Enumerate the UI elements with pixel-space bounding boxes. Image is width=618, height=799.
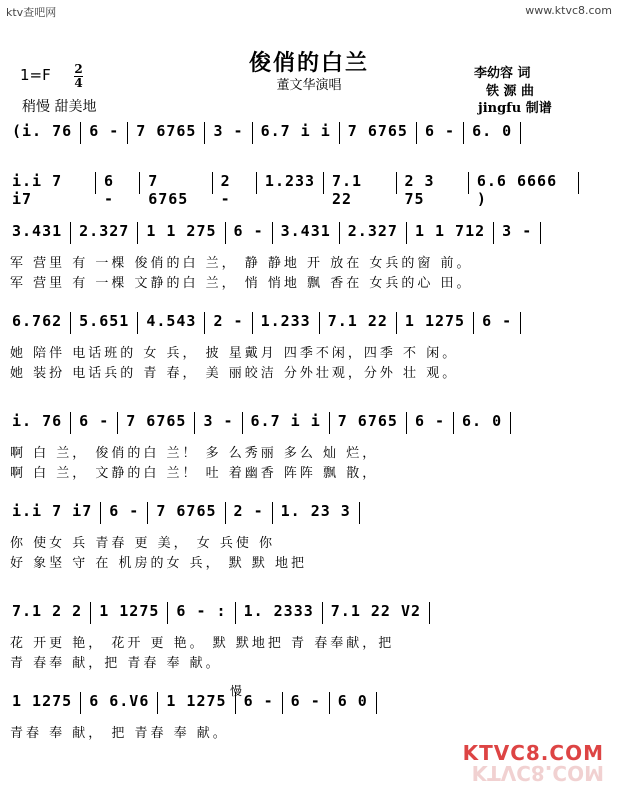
bar-line: [493, 222, 494, 244]
measure: [10, 412, 64, 430]
measure-notes: 7.1 22 V2: [330, 602, 422, 620]
measure: [266, 502, 353, 524]
measure: [10, 692, 74, 710]
measure: [64, 312, 131, 334]
notes-line: [10, 692, 585, 716]
measure-notes: 6 -: [79, 412, 110, 430]
measure: [151, 692, 228, 714]
measure-notes: 3.431: [280, 222, 331, 240]
measure-notes: 6 -: [89, 122, 120, 140]
measure-notes: 6. 0: [462, 412, 503, 430]
bar-line: [329, 692, 330, 714]
bar-line: [235, 602, 236, 624]
measure-notes: 1 1275: [166, 692, 227, 710]
bar-line: [473, 312, 474, 334]
bar-line: [70, 222, 71, 244]
bar-line: [117, 412, 118, 434]
measure-notes: 6 -: [103, 172, 115, 208]
measure: [236, 412, 323, 434]
measure-notes: 6.7 i i: [250, 412, 321, 430]
notes-line: [10, 222, 585, 246]
measure-notes: 7 6765: [337, 412, 398, 430]
measure-notes: 2 -: [213, 312, 244, 330]
measure-notes: 6 -: [109, 502, 140, 520]
composer-credit: 铁 源 曲: [486, 84, 535, 99]
measure: [246, 122, 333, 144]
bar-line: [137, 312, 138, 334]
measure: [316, 602, 423, 624]
lyricist-credit: 李幼容 词: [474, 66, 531, 81]
measure-notes: 1 1 712: [414, 222, 486, 240]
lyric-line: 青春 奉 献， 把 青春 奉 献。: [10, 726, 229, 741]
measure: [400, 222, 487, 244]
bar-line: [396, 172, 397, 194]
lyric-line: 你 使女 兵 青春 更 美， 女 兵使 你: [10, 536, 276, 551]
site-logo: KTVC8.COM: [462, 741, 604, 765]
measure-notes: 6 -: [482, 312, 513, 330]
bar-line: [147, 502, 148, 524]
measure: [487, 222, 534, 244]
measure: [462, 172, 572, 208]
measure: [198, 122, 245, 144]
bar-line: [137, 222, 138, 244]
bar-line: [329, 412, 330, 434]
measure-notes: 7.1 22: [332, 172, 363, 208]
measure-notes: 7.1 22: [327, 312, 388, 330]
slow-mark: 慢: [230, 684, 243, 698]
notes-line: [10, 312, 585, 336]
measure-notes: 6.6 6666 ): [476, 172, 558, 208]
lyric-line: 军 营里 有 一棵 俊俏的白 兰， 静 静地 开 放在 女兵的窗 前。: [10, 256, 473, 271]
measure: [250, 172, 317, 194]
measure-notes: 6.7 i i: [260, 122, 331, 140]
bar-line: [272, 502, 273, 524]
bar-line: [90, 602, 91, 624]
measure: [410, 122, 457, 144]
lyric-line: 好 象坚 守 在 机房的女 兵， 默 默 地把: [10, 556, 308, 571]
bar-line: [212, 172, 213, 194]
measure: [188, 412, 235, 434]
measure-notes: 6 -: [243, 692, 274, 710]
notes-line: [10, 122, 585, 146]
measure-notes: 3 -: [502, 222, 533, 240]
measure-notes: 1 1 275: [146, 222, 217, 240]
measure-notes: 2 3 75: [404, 172, 435, 208]
bar-line: [463, 122, 464, 144]
measure-notes: 1. 2333: [243, 602, 314, 620]
measure-notes: i.i 7 i7: [12, 172, 63, 208]
measure: [219, 502, 266, 524]
measure: [131, 312, 198, 334]
bar-line: [272, 222, 273, 244]
measure-notes: 6 -: [233, 222, 264, 240]
measure-notes: 6.762: [12, 312, 63, 330]
measure: [333, 222, 400, 244]
time-signature-top: 2: [74, 62, 83, 76]
bar-line: [359, 502, 360, 524]
bar-line: [339, 122, 340, 144]
score-row: [10, 222, 585, 291]
bar-line: [256, 172, 257, 194]
bar-line: [194, 412, 195, 434]
bar-line: [80, 122, 81, 144]
measure-notes: 7 6765: [156, 502, 217, 520]
measure: [266, 222, 333, 244]
bar-line: [225, 502, 226, 524]
measure-notes: 3.431: [12, 222, 63, 240]
measure-notes: 6 -: [414, 412, 446, 430]
bar-line: [510, 412, 511, 434]
measure: [390, 312, 467, 334]
score-row: [10, 412, 585, 481]
key-signature: 1=F: [20, 66, 51, 84]
measure: [111, 412, 188, 434]
measure: [457, 122, 514, 144]
measure: [10, 502, 94, 520]
measure-notes: 2 -: [220, 172, 231, 208]
bar-line: [453, 412, 454, 434]
measure: [219, 222, 266, 244]
site-url-right: www.ktvc8.com: [525, 4, 612, 17]
measure-notes: 2 -: [233, 502, 264, 520]
measure-notes: 5.651: [79, 312, 130, 330]
measure: [229, 602, 316, 624]
measure: [276, 692, 323, 714]
bar-line: [540, 222, 541, 244]
measure: [141, 502, 218, 524]
bar-line: [323, 172, 324, 194]
measure-notes: 1 1275: [12, 692, 73, 710]
bar-line: [376, 692, 377, 714]
bar-line: [167, 602, 168, 624]
measure-notes: 6 0: [337, 692, 368, 710]
lyric-line: 她 装扮 电话兵的 青 春， 美 丽皎洁 分外壮观，分外 壮 观。: [10, 366, 459, 381]
measure: [323, 412, 400, 434]
measure-notes: 1. 23 3: [280, 502, 351, 520]
measure: [10, 122, 74, 140]
measure: [10, 312, 64, 330]
measure: [333, 122, 410, 144]
lyric-line: 花 开更 艳， 花开 更 艳。 默 默地把 青 春奉献，把: [10, 636, 395, 651]
lyric-line: 青 春奉 献，把 青春 奉 献。: [10, 656, 222, 671]
song-title: 俊俏的白兰: [248, 50, 369, 76]
measure-notes: 1.233: [260, 312, 311, 330]
time-signature-bottom: 4: [74, 76, 83, 90]
bar-line: [252, 312, 253, 334]
measure: [10, 222, 64, 240]
score-row: [10, 502, 585, 571]
measure-notes: i. 76: [12, 412, 63, 430]
bar-line: [282, 692, 283, 714]
bar-line: [468, 172, 469, 194]
measure: [206, 172, 250, 208]
notes-line: [10, 412, 585, 436]
bar-line: [429, 602, 430, 624]
lyric-line: 啊 白 兰， 俊俏的白 兰！ 多 么秀丽 多么 灿 烂，: [10, 446, 379, 461]
bar-line: [100, 502, 101, 524]
maker-credit: jingfu 制谱: [478, 101, 552, 116]
measure: [161, 602, 228, 624]
notes-line: [10, 502, 585, 526]
measure: [447, 412, 504, 434]
bar-line: [204, 312, 205, 334]
measure-notes: 1 1275: [99, 602, 160, 620]
bar-line: [204, 122, 205, 144]
site-name-left: ktv查吧网: [6, 6, 57, 19]
measure: [84, 602, 161, 624]
measure: [246, 312, 313, 334]
bar-line: [396, 312, 397, 334]
measure: [10, 172, 89, 208]
measure: [467, 312, 514, 334]
bar-line: [406, 222, 407, 244]
measure: [94, 502, 141, 524]
measure-notes: 6 -: [290, 692, 321, 710]
notes-line: [10, 602, 585, 626]
score-row: [10, 602, 585, 671]
measure-notes: 7.1 2 2: [12, 602, 83, 620]
bar-line: [578, 172, 579, 194]
notes-line: [10, 172, 585, 208]
measure-notes: 2.327: [347, 222, 398, 240]
measure: [121, 122, 198, 144]
measure: [198, 312, 245, 334]
measure-notes: 7 6765: [126, 412, 187, 430]
measure-notes: 6 - :: [176, 602, 227, 620]
bar-line: [225, 222, 226, 244]
tempo-marking: 稍慢 甜美地: [22, 99, 97, 115]
measure: [317, 172, 389, 208]
time-signature: [74, 64, 83, 89]
measure-notes: i.i 7 i7: [12, 502, 93, 520]
site-logo-reflection: KTVC8.COM: [471, 761, 604, 785]
bar-line: [319, 312, 320, 334]
score-row: [10, 312, 585, 381]
measure: [10, 602, 84, 620]
measure: [64, 222, 131, 244]
measure-notes: 6 6.V6: [89, 692, 150, 710]
bar-line: [416, 122, 417, 144]
measure: [400, 412, 447, 434]
lyric-line: 军 营里 有 一棵 文静的白 兰， 悄 悄地 飘 香在 女兵的心 田。: [10, 276, 473, 291]
lyric-line: 她 陪伴 电话班的 女 兵， 披 星戴月 四季不闲，四季 不 闲。: [10, 346, 459, 361]
measure-notes: 3 -: [213, 122, 244, 140]
measure: [323, 692, 370, 714]
measure-notes: 6. 0: [472, 122, 513, 140]
measure-notes: 2.327: [79, 222, 130, 240]
lyric-line: 啊 白 兰， 文静的白 兰！ 吐 着幽香 阵阵 飘 散，: [10, 466, 379, 481]
bar-line: [139, 172, 140, 194]
bar-line: [70, 412, 71, 434]
measure: [390, 172, 462, 208]
bar-line: [406, 412, 407, 434]
bar-line: [322, 602, 323, 624]
measure-notes: 4.543: [146, 312, 197, 330]
measure: [74, 692, 151, 714]
measure: [131, 222, 218, 244]
measure: [74, 122, 121, 144]
bar-line: [157, 692, 158, 714]
bar-line: [520, 312, 521, 334]
measure-notes: 1.233: [264, 172, 316, 190]
bar-line: [70, 312, 71, 334]
measure-notes: 7 6765: [136, 122, 197, 140]
bar-line: [80, 692, 81, 714]
measure-notes: 3 -: [203, 412, 234, 430]
bar-line: [242, 412, 243, 434]
measure-notes: 7 6765: [347, 122, 408, 140]
measure-notes: (i. 76: [12, 122, 73, 140]
bar-line: [95, 172, 96, 194]
singer-credit: 董文华演唱: [276, 78, 342, 93]
measure: [64, 412, 111, 434]
bar-line: [252, 122, 253, 144]
measure: [313, 312, 390, 334]
measure: [89, 172, 133, 208]
bar-line: [127, 122, 128, 144]
bar-line: [339, 222, 340, 244]
measure: [133, 172, 205, 208]
bar-line: [520, 122, 521, 144]
measure-notes: 7 6765: [148, 172, 189, 208]
measure-notes: 6 -: [424, 122, 456, 140]
measure-notes: 1 1275: [404, 312, 466, 330]
